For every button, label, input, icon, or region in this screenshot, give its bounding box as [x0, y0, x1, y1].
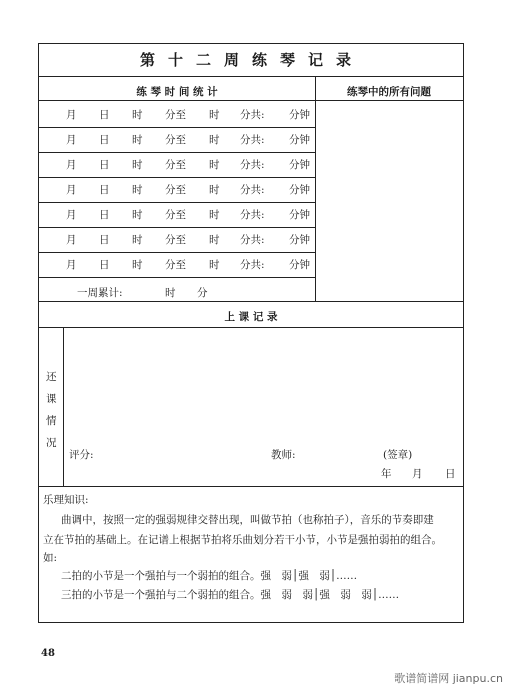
practice-row-1-minute-total: 分共: [240, 109, 265, 121]
practice-row-5-minutes: 分钟 [289, 209, 310, 221]
review-label-3: 情 [46, 415, 57, 427]
lesson-header: 上 课 记 录 [224, 311, 278, 323]
practice-row-7-day: 日 [99, 259, 110, 271]
practice-row-7-minutes: 分钟 [289, 259, 310, 271]
theory-heading: 乐理知识: [43, 494, 89, 506]
practice-row-7-minute-total: 分共: [240, 259, 265, 271]
signature-label: (签章) [383, 449, 413, 461]
rule [39, 202, 315, 203]
practice-row-1-minute-to: 分至 [165, 109, 186, 121]
review-label-1: 还 [46, 371, 57, 383]
practice-record-form [38, 43, 464, 623]
rule [39, 100, 463, 101]
practice-row-2-month: 月 [66, 134, 77, 146]
practice-row-5-minute-to: 分至 [165, 209, 186, 221]
practice-row-4-month: 月 [66, 184, 77, 196]
theory-line-2: 立在节拍的基础上。在记谱上根据节拍将乐曲划分若干小节，小节是强拍弱拍的组合。 [43, 534, 442, 546]
practice-row-7-minute-to: 分至 [165, 259, 186, 271]
rule [39, 301, 463, 302]
practice-row-3-minute-total: 分共: [240, 159, 265, 171]
rule [39, 327, 463, 328]
rule [63, 327, 64, 486]
practice-row-6-hour-from: 时 [132, 234, 143, 246]
review-label-2: 课 [46, 393, 57, 405]
practice-row-6-hour-to: 时 [209, 234, 220, 246]
practice-row-4-minutes: 分钟 [289, 184, 310, 196]
practice-row-4-day: 日 [99, 184, 110, 196]
practice-row-1-hour-from: 时 [132, 109, 143, 121]
practice-row-2-minute-to: 分至 [165, 134, 186, 146]
weekly-total-hour: 时 [165, 287, 176, 299]
rule [315, 76, 316, 301]
theory-line-1: 曲调中，按照一定的强弱规律交替出现，叫做节拍（也称拍子），音乐的节奏即建 [61, 514, 434, 526]
practice-row-7-month: 月 [66, 259, 77, 271]
practice-row-6-minute-total: 分共: [240, 234, 265, 246]
teacher-label: 教师: [271, 449, 296, 461]
practice-row-2-hour-to: 时 [209, 134, 220, 146]
practice-row-5-minute-total: 分共: [240, 209, 265, 221]
date-day: 日 [445, 468, 456, 480]
practice-row-4-minute-to: 分至 [165, 184, 186, 196]
practice-row-5-month: 月 [66, 209, 77, 221]
page-title: 第十二周练琴记录 [139, 51, 364, 69]
questions-header: 练琴中的所有问题 [347, 86, 431, 98]
rule [39, 227, 315, 228]
practice-row-3-month: 月 [66, 159, 77, 171]
weekly-total-label: 一周累计: [77, 287, 123, 299]
practice-row-1-month: 月 [66, 109, 77, 121]
practice-row-4-minute-total: 分共: [240, 184, 265, 196]
practice-header: 练 琴 时 间 统 计 [136, 86, 218, 98]
practice-row-2-hour-from: 时 [132, 134, 143, 146]
rule [39, 277, 315, 278]
rule [39, 252, 315, 253]
rule [39, 127, 315, 128]
practice-row-2-minutes: 分钟 [289, 134, 310, 146]
practice-row-4-hour-from: 时 [132, 184, 143, 196]
practice-row-5-hour-from: 时 [132, 209, 143, 221]
practice-row-5-day: 日 [99, 209, 110, 221]
practice-row-2-day: 日 [99, 134, 110, 146]
rule [39, 152, 315, 153]
practice-row-1-hour-to: 时 [209, 109, 220, 121]
theory-line-3: 如: [43, 552, 58, 564]
practice-row-1-day: 日 [99, 109, 110, 121]
page-number: 48 [41, 648, 55, 659]
practice-row-3-hour-to: 时 [209, 159, 220, 171]
weekly-total-minute: 分 [197, 287, 208, 299]
practice-row-3-hour-from: 时 [132, 159, 143, 171]
practice-row-3-day: 日 [99, 159, 110, 171]
rule [39, 486, 463, 487]
rule [39, 76, 463, 77]
practice-row-1-minutes: 分钟 [289, 109, 310, 121]
score-label: 评分: [69, 449, 94, 461]
date-year: 年 [381, 468, 392, 480]
review-label-4: 况 [46, 437, 57, 449]
practice-row-7-hour-from: 时 [132, 259, 143, 271]
practice-row-6-minutes: 分钟 [289, 234, 310, 246]
practice-row-4-hour-to: 时 [209, 184, 220, 196]
practice-row-6-day: 日 [99, 234, 110, 246]
practice-row-5-hour-to: 时 [209, 209, 220, 221]
watermark: 歌谱简谱网 jianpu.cn [394, 672, 503, 685]
practice-row-2-minute-total: 分共: [240, 134, 265, 146]
practice-row-3-minutes: 分钟 [289, 159, 310, 171]
practice-row-6-minute-to: 分至 [165, 234, 186, 246]
theory-example-2: 三拍的小节是一个强拍与二个弱拍的组合。强 弱 弱│强 弱 弱│…… [61, 589, 400, 601]
theory-example-1: 二拍的小节是一个强拍与一个弱拍的组合。强 弱│强 弱│…… [61, 570, 358, 582]
practice-row-3-minute-to: 分至 [165, 159, 186, 171]
practice-row-6-month: 月 [66, 234, 77, 246]
practice-row-7-hour-to: 时 [209, 259, 220, 271]
rule [39, 177, 315, 178]
date-month: 月 [412, 468, 423, 480]
